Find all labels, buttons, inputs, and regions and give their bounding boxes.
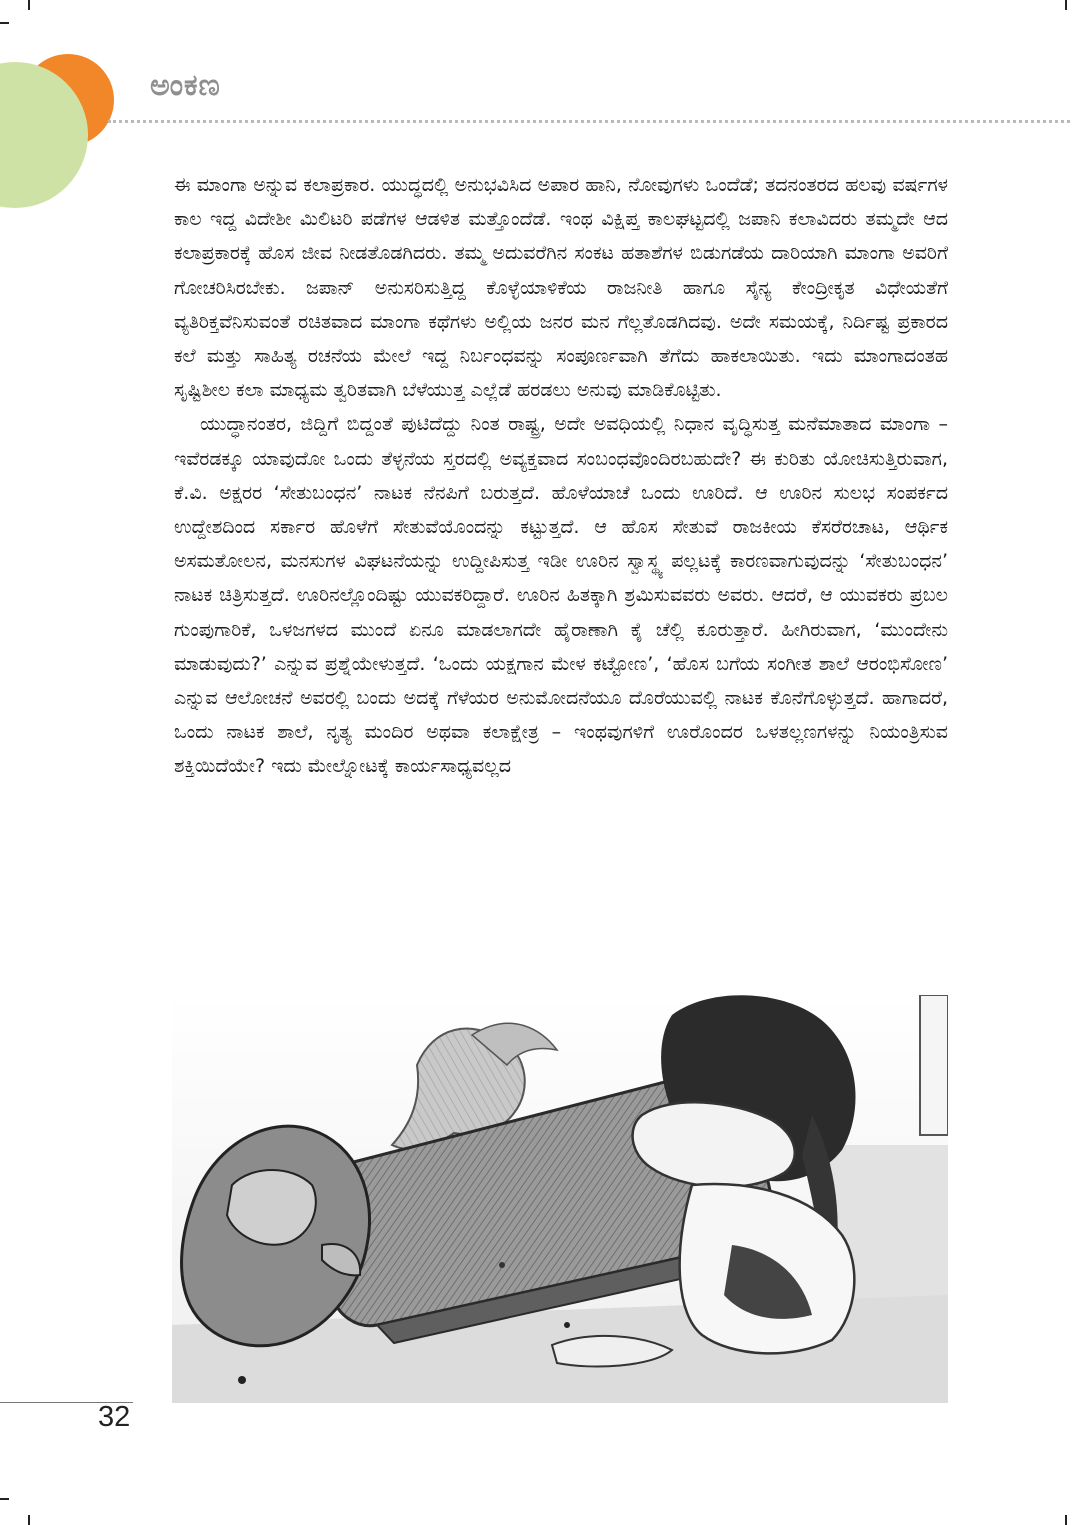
crop-mark-bottom-left-v	[28, 1515, 30, 1525]
paragraph-2: ಯುದ್ಧಾನಂತರ, ಜಿದ್ದಿಗೆ ಬಿದ್ದಂತೆ ಪುಟಿದೆದ್ದು ನಿಂತ ರಾಷ್ಟ್ರ, ಅದೇ ಅವಧಿಯಲ್ಲಿ ನಿಧಾನ ವೃದ್ಧಿಸುತ್ತ ಮನೆಮಾತಾದ ಮಾಂಗಾ – ಇವೆರಡಕ್ಕೂ ಯಾವುದೋ ಒಂದು ತೆಳ್ಳನೆಯ ಸ್ತರದಲ್ಲಿ ಅವ್ಯಕ್ತವಾದ ಸಂಬಂಧವೊಂದಿರಬಹುದೇ? ಈ ಕುರಿತು ಯೋಚಿಸುತ್ತಿರುವಾಗ, ಕೆ.ವಿ. ಅಕ್ಷರರ ‘ಸೇತುಬಂಧನ’ ನಾಟಕ ನೆನಪಿಗೆ ಬರುತ್ತದೆ. ಹೊಳೆಯಾಚೆ ಒಂದು ಊರಿದೆ. ಆ ಊರಿನ ಸುಲಭ ಸಂಪರ್ಕದ ಉದ್ದೇಶದಿಂದ ಸರ್ಕಾರ ಹೊಳೆಗೆ ಸೇತುವೆಯೊಂದನ್ನು ಕಟ್ಟುತ್ತದೆ. ಆ ಹೊಸ ಸೇತುವೆ ರಾಜಕೀಯ ಕೆಸರೆರಚಾಟ, ಆರ್ಥಿಕ ಅಸಮತೋಲನ, ಮನಸುಗಳ ವಿಘಟನೆಯನ್ನು ಉದ್ದೀಪಿಸುತ್ತ ಇಡೀ ಊರಿನ ಸ್ವಾಸ್ಥ್ಯ ಪಲ್ಲಟಕ್ಕೆ ಕಾರಣವಾಗುವುದನ್ನು ‘ಸೇತುಬಂಧನ’ ನಾಟಕ ಚಿತ್ರಿಸುತ್ತದೆ. ಊರಿನಲ್ಲೊಂದಿಷ್ಟು ಯುವಕರಿದ್ದಾರೆ. ಊರಿನ ಹಿತಕ್ಕಾಗಿ ಶ್ರಮಿಸುವವರು ಅವರು. ಆದರೆ, ಆ ಯುವಕರು ಪ್ರಬಲ ಗುಂಪುಗಾರಿಕೆ, ಒಳಜಗಳದ ಮುಂದೆ ಏನೂ ಮಾಡಲಾಗದೇ ಹೈರಾಣಾಗಿ ಕೈ ಚೆಲ್ಲಿ ಕೂರುತ್ತಾರೆ. ಹೀಗಿರುವಾಗ, ‘ಮುಂದೇನು ಮಾಡುವುದು?’ ಎನ್ನುವ ಪ್ರಶ್ನೆಯೇಳುತ್ತದೆ. ‘ಒಂದು ಯಕ್ಷಗಾನ ಮೇಳ ಕಟ್ಟೋಣ’, ‘ಹೊಸ ಬಗೆಯ ಸಂಗೀತ ಶಾಲೆ ಆರಂಭಿಸೋಣ’ ಎನ್ನುವ ಆಲೋಚನೆ ಅವರಲ್ಲಿ ಬಂದು ಅದಕ್ಕೆ ಗೆಳೆಯರ ಅನುಮೋದನೆಯೂ ದೊರೆಯುವಲ್ಲಿ ನಾಟಕ ಕೊನೆಗೊಳ್ಳುತ್ತದೆ. ಹಾಗಾದರೆ, ಒಂದು ನಾಟಕ ಶಾಲೆ, ನೃತ್ಯ ಮಂದಿರ ಅಥವಾ ಕಲಾಕ್ಷೇತ್ರ – ಇಂಥವುಗಳಿಗೆ ಊರೊಂದರ ಒಳತಲ್ಲಣಗಳನ್ನು ನಿಯಂತ್ರಿಸುವ ಶಕ್ತಿಯಿದೆಯೇ? ಇದು ಮೇಲ್ನೋಟಕ್ಕೆ ಕಾರ್ಯಸಾಧ್ಯವಲ್ಲದ	[174, 413, 948, 778]
article-body	[174, 168, 948, 784]
crop-mark-top-left-h	[0, 22, 9, 24]
page-number: 32	[98, 1401, 131, 1433]
monster-face	[227, 1170, 316, 1245]
header-dotted-rule	[108, 120, 1070, 123]
crop-mark-top-left-v	[28, 0, 30, 10]
window-frame	[920, 995, 948, 1135]
section-title: ಅಂಕಣ	[150, 68, 221, 103]
crop-mark-top-right-v	[1065, 0, 1067, 10]
paragraph-1: ಈ ಮಾಂಗಾ ಅನ್ನುವ ಕಲಾಪ್ರಕಾರ. ಯುದ್ಧದಲ್ಲಿ ಅನುಭವಿಸಿದ ಅಪಾರ ಹಾನಿ, ನೋವುಗಳು ಒಂದೆಡೆ; ತದನಂತರದ ಹಲವು ವರ್ಷಗಳ ಕಾಲ ಇದ್ದ ವಿದೇಶೀ ಮಿಲಿಟರಿ ಪಡೆಗಳ ಆಡಳಿತ ಮತ್ತೊಂದೆಡೆ. ಇಂಥ ವಿಕ್ಷಿಪ್ತ ಕಾಲಘಟ್ಟದಲ್ಲಿ ಜಪಾನಿ ಕಲಾವಿದರು ತಮ್ಮದೇ ಆದ ಕಲಾಪ್ರಕಾರಕ್ಕೆ ಹೊಸ ಜೀವ ನೀಡತೊಡಗಿದರು. ತಮ್ಮ ಅದುವರೆಗಿನ ಸಂಕಟ ಹತಾಶೆಗಳ ಬಿಡುಗಡೆಯ ದಾರಿಯಾಗಿ ಮಾಂಗಾ ಅವರಿಗೆ ಗೋಚರಿಸಿರಬೇಕು. ಜಪಾನ್ ಅನುಸರಿಸುತ್ತಿದ್ದ ಕೊಳ್ಳೆಯಾಳಿಕೆಯ ರಾಜನೀತಿ ಹಾಗೂ ಸೈನ್ಯ ಕೇಂದ್ರೀಕೃತ ವಿಧೇಯತೆಗೆ ವ್ಯತಿರಿಕ್ತವೆನಿಸುವಂತೆ ರಚಿತವಾದ ಮಾಂಗಾ ಕಥೆಗಳು ಅಲ್ಲಿಯ ಜನರ ಮನ ಗೆಲ್ಲತೊಡಗಿದವು. ಅದೇ ಸಮಯಕ್ಕೆ, ನಿರ್ದಿಷ್ಟ ಪ್ರಕಾರದ ಕಲೆ ಮತ್ತು ಸಾಹಿತ್ಯ ರಚನೆಯ ಮೇಲೆ ಇದ್ದ ನಿರ್ಬಂಧವನ್ನು ಸಂಪೂರ್ಣವಾಗಿ ತೆಗೆದು ಹಾಕಲಾಯಿತು. ಇದು ಮಾಂಗಾದಂತಹ ಸೃಷ್ಟಿಶೀಲ ಕಲಾ ಮಾಧ್ಯಮ ತ್ವರಿತವಾಗಿ ಬೆಳೆಯುತ್ತ ಎಲ್ಲೆಡೆ ಹರಡಲು ಅನುವು ಮಾಡಿಕೊಟ್ಟಿತು.	[174, 174, 948, 402]
manga-illustration	[172, 995, 948, 1403]
crop-mark-bottom-left-h	[0, 1498, 9, 1500]
crop-mark-bottom-right-v	[1065, 1515, 1067, 1525]
